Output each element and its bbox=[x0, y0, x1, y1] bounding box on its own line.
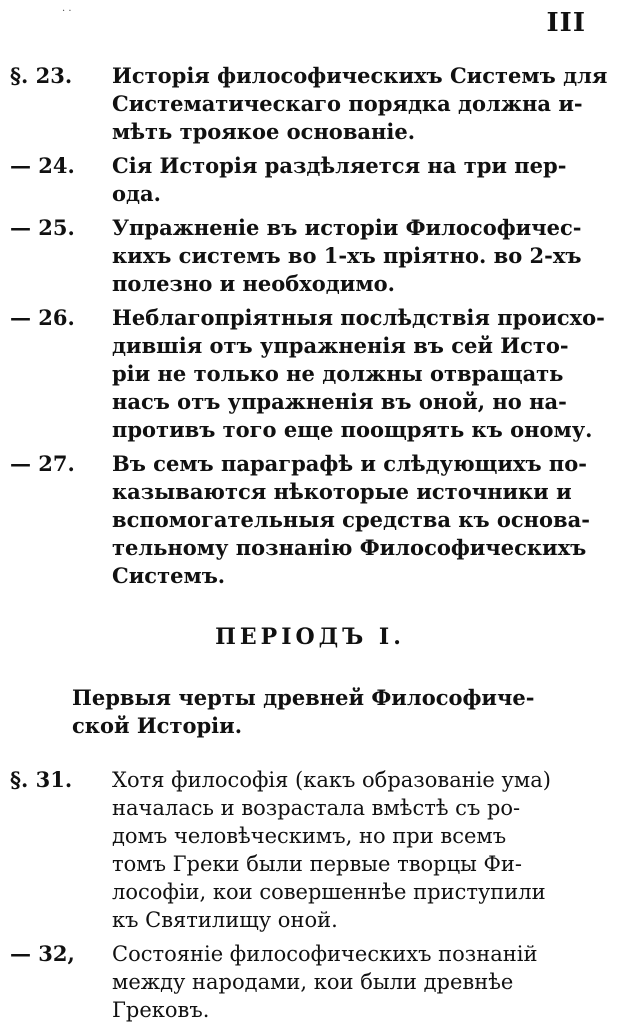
table-of-contents bbox=[0, 62, 620, 1030]
entry-text bbox=[112, 152, 596, 208]
entry-text bbox=[112, 940, 596, 1024]
section-number: §. 23. bbox=[10, 63, 73, 88]
section-number: §. 31. bbox=[10, 767, 73, 792]
text-line: ріи не только не должны отвращать bbox=[112, 361, 564, 386]
text-line: Сія Исторія раздѣляется на три пер- bbox=[112, 153, 567, 178]
text-line: дившія отъ упражненія въ сей Исто- bbox=[112, 333, 569, 358]
entries-list bbox=[0, 62, 620, 590]
text-line: Упражненіе въ исторіи Философичес- bbox=[112, 215, 582, 240]
period-subheading bbox=[72, 684, 596, 740]
text-line: Состояніе философическихъ познаній bbox=[112, 942, 538, 966]
toc-entry bbox=[0, 214, 620, 298]
subheading-line: Первыя черты древней Философиче- bbox=[72, 685, 535, 710]
text-line: Исторія философическихъ Системъ для bbox=[112, 63, 608, 88]
section-number: — 24. bbox=[10, 153, 75, 178]
section-number: — 27. bbox=[10, 451, 75, 476]
section-number: — 32, bbox=[10, 941, 75, 966]
toc-entry bbox=[0, 766, 620, 934]
toc-entry bbox=[0, 940, 620, 1024]
entry-text bbox=[112, 304, 605, 444]
period-heading: ПЕРІОДЪ I. bbox=[215, 624, 405, 650]
entry-text bbox=[112, 450, 596, 590]
toc-entry bbox=[0, 152, 620, 208]
text-line: кихъ системъ во 1-хъ пріятно. во 2-хъ bbox=[112, 243, 582, 268]
page-mark: · · bbox=[62, 6, 72, 17]
text-line: къ Святилищу оной. bbox=[112, 908, 338, 932]
entries-list-period-1 bbox=[0, 766, 620, 1024]
text-line: домъ человѣческимъ, но при всемъ bbox=[112, 824, 507, 848]
text-line: Хотя философія (какъ образованіе ума) bbox=[112, 768, 551, 792]
text-line: Неблагопріятныя послѣдствія происхо- bbox=[112, 305, 605, 330]
page-number: III bbox=[546, 8, 586, 38]
text-line: Грековъ. bbox=[112, 998, 210, 1022]
entry-text bbox=[112, 214, 596, 298]
section-number: — 26. bbox=[10, 305, 75, 330]
toc-entry bbox=[0, 450, 620, 590]
toc-entry bbox=[0, 304, 620, 444]
entry-text bbox=[112, 766, 596, 934]
text-line: Системъ. bbox=[112, 563, 226, 588]
text-line: между народами, кои были древнѣе bbox=[112, 970, 514, 994]
text-line: томъ Греки были первые творцы Фи- bbox=[112, 852, 523, 876]
text-line: Въ семъ параграфѣ и слѣдующихъ по- bbox=[112, 451, 587, 476]
text-line: вспомогательныя средства къ основа- bbox=[112, 507, 590, 532]
text-line: Систематическаго порядка должна и- bbox=[112, 91, 583, 116]
text-line: лософіи, кои совершеннѣе приступили bbox=[112, 880, 546, 904]
text-line: мѣть троякое основаніе. bbox=[112, 119, 416, 144]
text-line: тельному познанію Философическихъ bbox=[112, 535, 587, 560]
text-line: казываются нѣкоторые источники и bbox=[112, 479, 572, 504]
subheading-line: ской Исторіи. bbox=[72, 713, 243, 738]
section-number: — 25. bbox=[10, 215, 75, 240]
text-line: полезно и необходимо. bbox=[112, 271, 395, 296]
text-line: ода. bbox=[112, 181, 161, 206]
text-line: началась и возрастала вмѣстѣ съ ро- bbox=[112, 796, 521, 820]
text-line: насъ отъ упражненія въ оной, но на- bbox=[112, 389, 567, 414]
entry-text bbox=[112, 62, 608, 146]
toc-entry bbox=[0, 62, 620, 146]
text-line: противъ того еще поощрять къ оному. bbox=[112, 417, 593, 442]
